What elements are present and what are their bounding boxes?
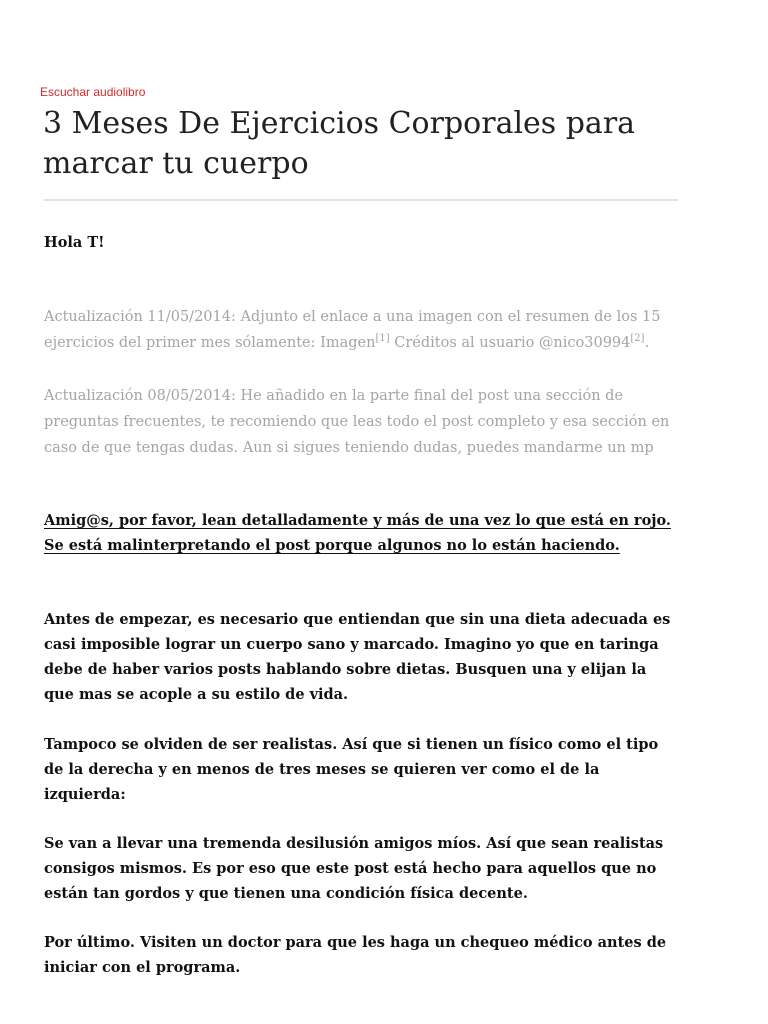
reference-link-2[interactable]: [2] (630, 333, 645, 345)
paragraph-diet: Antes de empezar, es necesario que entiendan que sin una dieta adecuada es casi imposible lograr un cuerpo sano y marcado. Imagino yo que en taringa debe de haber varios posts hablando sobre dietas. Busquen una y elijan la que mas se acople a su estilo de vida. (44, 611, 671, 703)
greeting: Hola T! (44, 234, 105, 251)
update-note-1 (44, 304, 674, 356)
update-1-text-b: Créditos al usuario @nico30994 (389, 335, 631, 351)
update-1-text-a: Actualización 11/05/2014: Adjunto el enlace a una imagen con el resumen de los 15 ejercicios del primer mes sólamente: Imagen (44, 309, 661, 351)
paragraph-doctor: Por último. Visiten un doctor para que les haga un chequeo médico antes de iniciar con el programa. (44, 934, 667, 976)
document-title: 3 Meses De Ejercicios Corporales para marcar tu cuerpo (43, 106, 636, 181)
warning-notice: Amig@s, por favor, lean detalladamente y más de una vez lo que está en rojo. Se está malinterpretando el post porque algunos no lo están haciendo. (44, 512, 671, 554)
reference-link-1[interactable]: [1] (375, 333, 390, 345)
update-1-text-c: . (644, 335, 650, 351)
listen-audiobook-link[interactable]: Escuchar audiolibro (40, 85, 146, 99)
update-note-2: Actualización 08/05/2014: He añadido en la parte final del post una sección de preguntas frecuentes, te recomiendo que leas todo el post completo y esa sección en caso de que tengas dudas. Aun si sigues teniendo dudas, puedes mandarme un mp (44, 388, 670, 456)
paragraph-disappointment: Se van a llevar una tremenda desilusión amigos míos. Así que sean realistas consigos mismos. Es por eso que este post está hecho para aquellos que no están tan gordos y que tienen una condición física decente. (44, 835, 664, 902)
title-divider (44, 199, 678, 201)
paragraph-realistic: Tampoco se olviden de ser realistas. Así que si tienen un físico como el tipo de la derecha y en menos de tres meses se quieren ver como el de la izquierda: (44, 736, 659, 803)
